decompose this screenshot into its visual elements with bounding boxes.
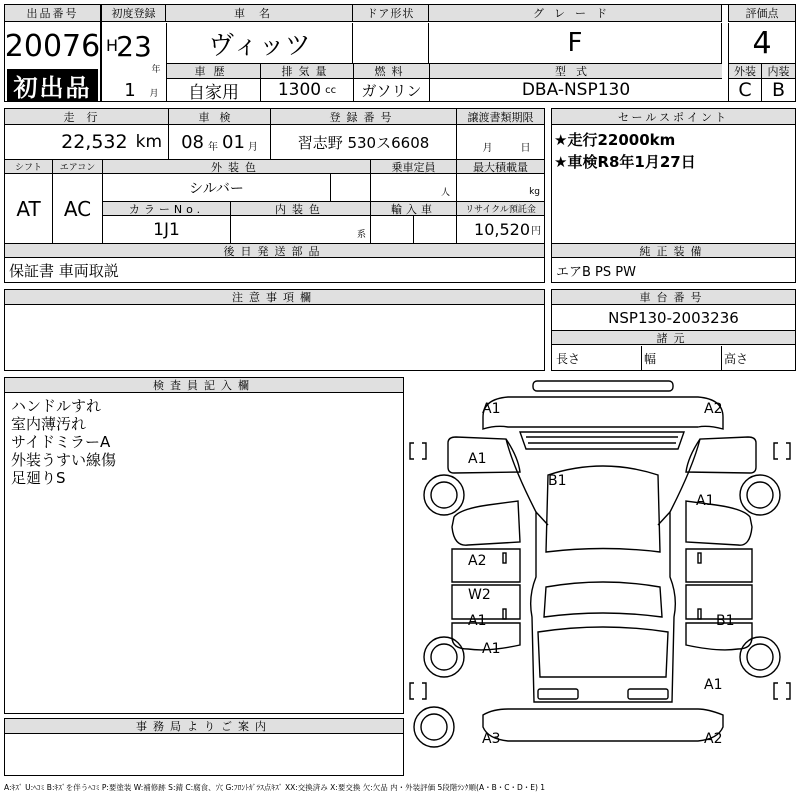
- later-parts: 保証書 車両取説: [9, 262, 119, 280]
- capacity-label: 乗車定員: [371, 159, 457, 174]
- aircon: AC: [53, 174, 103, 243]
- model: DBA-NSP130: [429, 79, 722, 101]
- equipment: エアB PS PW: [556, 265, 636, 280]
- damage-mark-front-left-door: A2: [468, 553, 487, 569]
- max-load-label: 最大積載量: [457, 159, 544, 174]
- car-diagram-box: [408, 377, 796, 776]
- history-label: 車歴: [166, 63, 260, 79]
- shaken-year: 08: [181, 131, 204, 153]
- lot-number-label: 出品番号: [5, 5, 100, 22]
- first-registration-label: 初度登録: [102, 5, 166, 22]
- shaken-label: 車検: [169, 109, 271, 125]
- exterior-color-label: 外装色: [103, 159, 371, 174]
- header-grid: [101, 4, 796, 102]
- height-label: 高さ: [724, 351, 749, 366]
- year-unit: 年: [151, 64, 161, 75]
- door-type: [353, 23, 429, 63]
- grade-label: グレード: [429, 5, 722, 22]
- length-label: 長さ: [556, 346, 642, 370]
- shaken-year-unit: 年: [208, 141, 218, 153]
- exterior-grade: C: [728, 79, 761, 101]
- damage-mark-rear-left-door: A1: [468, 613, 487, 629]
- chassis-label: 車台番号: [552, 290, 795, 305]
- first-registration-month: 1: [124, 79, 136, 101]
- import-b: [414, 216, 457, 243]
- inspector-box: [4, 377, 404, 714]
- shift: AT: [5, 174, 53, 243]
- damage-mark-rear-right-fender: A1: [704, 677, 723, 693]
- chassis-box: [551, 289, 796, 371]
- history: 自家用: [166, 79, 260, 101]
- office-box: [4, 718, 404, 776]
- notes-label: 注意事項欄: [5, 290, 544, 305]
- exterior-color: シルバー: [103, 174, 331, 201]
- mileage-unit: km: [135, 132, 162, 152]
- model-label: 型式: [429, 63, 722, 79]
- damage-mark-rear-left-fender: A1: [482, 641, 501, 657]
- inspector-line-4: 外装うすい線傷: [11, 450, 117, 468]
- inspector-label: 検査員記入欄: [5, 378, 403, 393]
- damage-mark-rear-bumper-left: A3: [482, 731, 501, 747]
- inspector-line-2: 室内薄汚れ: [11, 414, 87, 432]
- month-unit: 月: [149, 88, 159, 99]
- sales-point-box: [551, 108, 796, 283]
- interior-color-label: 内装色: [231, 201, 371, 216]
- lot-number: 20076: [5, 28, 100, 64]
- registration-label: 登録番号: [271, 109, 457, 125]
- equipment-label: 純正装備: [552, 243, 795, 258]
- chassis-number: NSP130-2003236: [608, 309, 739, 327]
- recycle-unit: 円: [531, 226, 541, 237]
- car-name: ヴィッツ: [166, 23, 353, 63]
- import-a: [371, 216, 414, 243]
- dimensions-label: 諸元: [552, 330, 795, 345]
- grade: F: [429, 23, 722, 63]
- damage-mark-hood-right: A2: [704, 401, 723, 417]
- shaken-month: 01: [222, 131, 245, 153]
- damage-mark-rear-right-door: B1: [716, 613, 735, 629]
- score: 4: [728, 23, 795, 63]
- interior-grade: B: [761, 79, 795, 101]
- import-label: 輸入車: [371, 201, 457, 216]
- recycle-value: 10,520: [474, 220, 530, 239]
- vehicle-details-grid: [4, 108, 545, 283]
- damage-mark-hood-left: A1: [482, 401, 501, 417]
- car-diagram: [408, 377, 796, 776]
- damage-mark-front-right-door: A1: [696, 493, 715, 509]
- damage-mark-roof: B1: [548, 473, 567, 489]
- recycle: [457, 216, 544, 243]
- score-label: 評価点: [728, 5, 795, 22]
- first-listing-badge: 初出品: [7, 69, 98, 101]
- era-prefix: H: [106, 35, 118, 55]
- inspector-line-1: ハンドルすれ: [11, 396, 102, 414]
- damage-mark-rear-bumper-right: A2: [704, 731, 723, 747]
- exterior-grade-label: 外装: [728, 63, 761, 79]
- legend: A:ｷｽﾞ U:ﾍｺﾐ B:ｷｽﾞを伴うﾍｺﾐ P:要塗装 W:補修跡 S:錆 C:腐食、穴 G:ﾌﾛﾝﾄｶﾞﾗｽ点ｷｽﾞ XX:交換済み X:要交換 欠:欠品 内・外装評価 5段階ﾗﾝｸ順(A・B・C・D・E) 1: [4, 782, 546, 792]
- sales-point-label: セールスポイント: [552, 109, 795, 125]
- shift-label: シフト: [5, 159, 53, 174]
- mileage: [5, 125, 169, 159]
- damage-mark-rear-left-door-w: W2: [468, 587, 491, 603]
- exterior-color-extra: [331, 174, 371, 201]
- transfer-deadline-label: 譲渡書類期限: [457, 109, 544, 125]
- later-parts-label: 後日発送部品: [5, 243, 544, 258]
- first-registration-year: 23: [116, 29, 152, 63]
- color-number: 1J1: [103, 216, 231, 243]
- displacement: [260, 79, 353, 101]
- color-number-label: カラーNo.: [103, 201, 231, 216]
- recycle-label: リサイクル預託金: [457, 201, 544, 216]
- notes-box: [4, 289, 545, 371]
- width-label: 幅: [644, 346, 722, 370]
- displacement-value: 1300: [277, 80, 322, 100]
- shaken-month-unit: 月: [247, 141, 258, 153]
- sales-point-line-2: ★車検R8年1月27日: [554, 152, 696, 171]
- door-type-label: ドア形状: [353, 5, 429, 22]
- inspector-line-5: 足廻りS: [11, 468, 66, 486]
- max-load: kg: [529, 186, 540, 197]
- transfer-month-unit: 月: [482, 142, 493, 154]
- displacement-label: 排気量: [260, 63, 353, 79]
- fuel-label: 燃料: [353, 63, 429, 79]
- transfer-deadline: [457, 125, 544, 159]
- office-label: 事務局よりご案内: [5, 719, 403, 734]
- inspector-line-3: サイドミラーA: [11, 432, 111, 450]
- fuel: ガソリン: [353, 79, 429, 101]
- sales-point-line-1: ★走行22000km: [554, 130, 676, 149]
- transfer-day-unit: 日: [520, 142, 531, 154]
- interior-grade-label: 内装: [761, 63, 795, 79]
- interior-color: 系: [231, 216, 371, 243]
- aircon-label: エアコン: [53, 159, 103, 174]
- damage-mark-front-left-fender: A1: [468, 451, 487, 467]
- capacity: 人: [371, 174, 457, 201]
- lot-number-box: [4, 4, 101, 102]
- displacement-unit: cc: [325, 84, 337, 96]
- shaken: [169, 125, 271, 159]
- car-name-label: 車名: [166, 5, 353, 22]
- mileage-label: 走行: [5, 109, 169, 125]
- mileage-value: 22,532: [61, 131, 128, 153]
- registration-number: 習志野 530ス6608: [271, 125, 457, 159]
